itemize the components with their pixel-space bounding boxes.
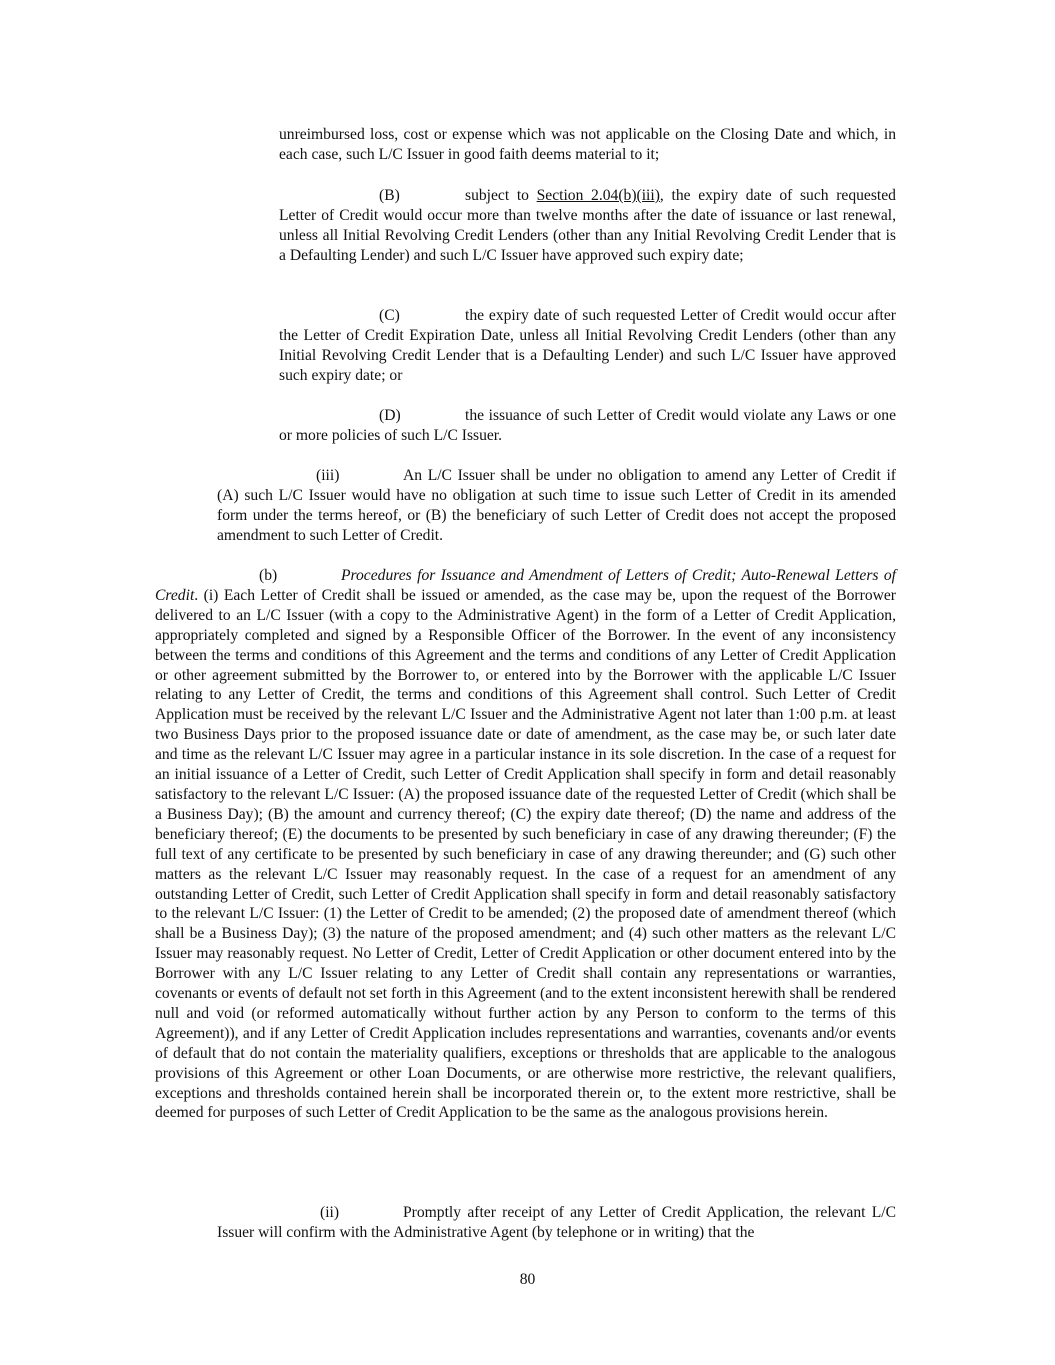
clause-b-upper-pre: subject to: [465, 187, 537, 204]
clause-b-upper-text: , the expiry date of such requested Letter of Credit would occur more than twelve months after the date of issuance or last renewal, unless all Initial Revolving Credit Lenders (other than any Initial Revolving Credit Lender that is a Defaulting Lender) and such L/C Issuer have approved such expiry date;: [279, 187, 896, 264]
clause-c-text: the expiry date of such requested Letter of Credit would occur after the Letter of Credit Expiration Date, unless all Initial Revolving Credit Lenders (other than any Initial Revolving Credit Lender that is a Defaulting Lender) and such L/C Issuer have approved such expiry date; or: [279, 307, 896, 384]
clause-b-upper-label: (B): [379, 187, 400, 204]
clause-d-label: (D): [379, 407, 401, 424]
section-reference-link[interactable]: Section 2.04(b)(iii): [536, 187, 660, 204]
paragraph-continuation-text: unreimbursed loss, cost or expense which was not applicable on the Closing Date and which, in each case, such L/C Issuer in good faith deems material to it;: [279, 126, 896, 163]
clause-b-procedures: [155, 566, 896, 1123]
clause-iii: [217, 466, 896, 546]
clause-iii-text: An L/C Issuer shall be under no obligation to amend any Letter of Credit if (A) such L/C Issuer would have no obligation at such time to issue such Letter of Credit in its amended form under the terms hereof, or (B) the beneficiary of such Letter of Credit does not accept the proposed amendment to such Letter of Credit.: [217, 467, 896, 544]
page-number: 80: [519, 1271, 536, 1288]
clause-iii-label: (iii): [316, 467, 340, 484]
clause-d: [279, 406, 896, 446]
clause-b-upper: [279, 186, 896, 266]
clause-d-text: the issuance of such Letter of Credit would violate any Laws or one or more policies of such L/C Issuer.: [279, 407, 896, 444]
clause-ii-text: Promptly after receipt of any Letter of Credit Application, the relevant L/C Issuer will confirm with the Administrative Agent (by telephone or in writing) that the: [217, 1204, 896, 1241]
clause-ii: [217, 1203, 896, 1243]
clause-b-heading: Procedures for Issuance and Amendment of Letters of Credit; Auto-Renewal Letters of Credit: [155, 567, 896, 604]
clause-b-label: (b): [259, 567, 278, 584]
clause-c-label: (C): [379, 307, 400, 324]
clause-b-text: . (i) Each Letter of Credit shall be issued or amended, as the case may be, upon the request of the Borrower delivered to an L/C Issuer (with a copy to the Administrative Agent) in the form of a Letter of Credit Application, appropriately completed and signed by a Responsible Officer of the Borrower. In the event of any inconsistency between the terms and conditions of this Agreement and the terms and conditions of any Letter of Credit Application or other agreement submitted by the Borrower to, or entered into by the Borrower with the applicable L/C Issuer relating to any Letter of Credit, the terms and conditions of this Agreement shall control. Such Letter of Credit Application must be received by the relevant L/C Issuer and the Administrative Agent not later than 1:00 p.m. at least two Business Days prior to the proposed issuance date or date of amendment, as the case may be, or such later date and time as the relevant L/C Issuer may agree in a particular instance in its sole discretion. In the case of a request for an initial issuance of a Letter of Credit, such Letter of Credit Application shall specify in form and detail reasonably satisfactory to the relevant L/C Issuer: (A) the proposed issuance date of the requested Letter of Credit (which shall be a Business Day); (B) the amount and currency thereof; (C) the expiry date thereof; (D) the name and address of the beneficiary thereof; (E) the documents to be presented by such beneficiary in case of any drawing thereunder; (F) the full text of any certificate to be presented by such beneficiary in case of any drawing thereunder; and (G) such other matters as the relevant L/C Issuer may reasonably request. In the case of a request for an amendment of any outstanding Letter of Credit, such Letter of Credit Application shall specify in form and detail reasonably satisfactory to the relevant L/C Issuer: (1) the Letter of Credit to be amended; (2) the proposed date of amendment thereof (which shall be a Business Day); (3) the nature of the proposed amendment; and (4) such other matters as the relevant L/C Issuer may reasonably request. No Letter of Credit, Letter of Credit Application or other document entered into by the Borrower with any L/C Issuer relating to any Letter of Credit shall contain any representations or warranties, covenants or events of default not set forth in this Agreement (and to the extent inconsistent herewith shall be rendered null and void (or reformed automatically without further action by any Person to conform to the terms of this Agreement)), and if any Letter of Credit Application includes representations and warranties, covenants and/or events of default that do not contain the materiality qualifiers, exceptions or thresholds that are applicable to the analogous provisions of this Agreement or other Loan Documents, or are otherwise more restrictive, the relevant qualifiers, exceptions and thresholds contained herein shall be incorporated therein or, to the extent more restrictive, shall be deemed for purposes of such Letter of Credit Application to be the same as the analogous provisions herein.: [155, 586, 896, 1122]
paragraph-continuation: [279, 125, 896, 165]
clause-ii-label: (ii): [320, 1204, 340, 1221]
clause-c: [279, 306, 896, 386]
